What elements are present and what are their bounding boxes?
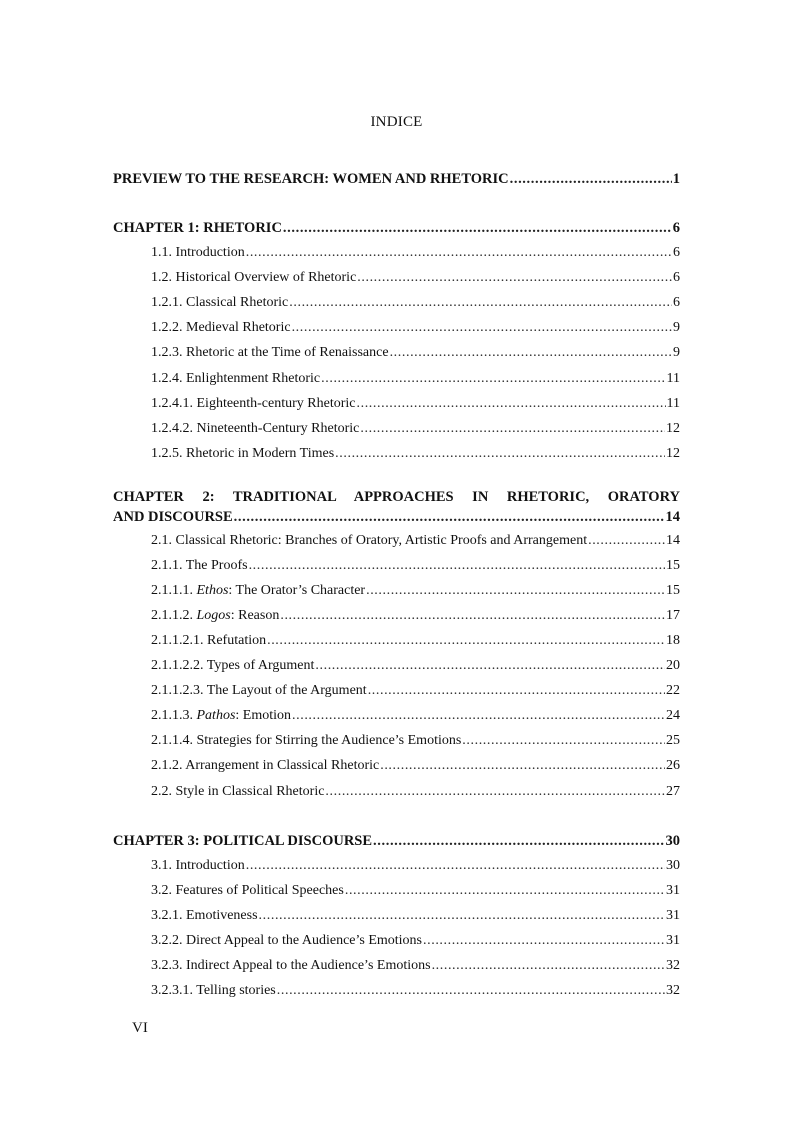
toc-page: 25 bbox=[666, 733, 680, 748]
toc-page: 17 bbox=[666, 608, 680, 623]
dot-leader bbox=[325, 782, 665, 802]
toc-entry[interactable] bbox=[151, 268, 680, 288]
toc-page: 11 bbox=[666, 371, 680, 386]
toc-entry[interactable] bbox=[151, 856, 680, 876]
dot-leader bbox=[234, 507, 665, 527]
toc-label: CHAPTER 1: RHETORIC bbox=[113, 220, 282, 236]
toc-label: 2.2. Style in Classical Rhetoric bbox=[151, 784, 325, 799]
toc-label: 3.1. Introduction bbox=[151, 858, 245, 873]
toc-entry[interactable] bbox=[151, 782, 680, 802]
toc-page: 15 bbox=[666, 583, 680, 598]
toc-entry[interactable] bbox=[151, 243, 680, 263]
toc-label: 3.2.2. Direct Appeal to the Audience’s Emotions bbox=[151, 933, 423, 948]
dot-leader bbox=[357, 394, 666, 414]
toc-entry[interactable] bbox=[151, 556, 680, 576]
toc-page: 9 bbox=[673, 320, 680, 335]
toc-page: 6 bbox=[673, 270, 680, 285]
toc-page: 20 bbox=[666, 658, 680, 673]
toc-entry[interactable] bbox=[151, 631, 680, 651]
toc-entry[interactable] bbox=[151, 444, 680, 464]
page-number: VI bbox=[132, 1020, 148, 1036]
toc-page: 14 bbox=[666, 533, 680, 548]
dot-leader bbox=[267, 631, 665, 651]
toc-entry[interactable] bbox=[151, 419, 680, 439]
toc-page: 31 bbox=[666, 883, 680, 898]
toc-label: 3.2.1. Emotiveness bbox=[151, 908, 258, 923]
toc-entry[interactable] bbox=[151, 906, 680, 926]
toc-page: 14 bbox=[665, 509, 680, 525]
toc-label: 2.1.2. Arrangement in Classical Rhetoric bbox=[151, 758, 380, 773]
page-title: INDICE bbox=[370, 114, 423, 130]
toc-entry[interactable] bbox=[151, 606, 680, 626]
toc-entry[interactable] bbox=[151, 531, 680, 551]
dot-leader bbox=[259, 906, 665, 926]
dot-leader bbox=[357, 268, 672, 288]
toc-page: 12 bbox=[666, 446, 680, 461]
toc-page: 6 bbox=[673, 295, 680, 310]
dot-leader bbox=[283, 218, 672, 238]
toc-entry-chapter-2-line-1[interactable]: CHAPTER 2: TRADITIONAL APPROACHES IN RHETORIC, ORATORY bbox=[113, 489, 680, 505]
toc-label: 1.2.3. Rhetoric at the Time of Renaissance bbox=[151, 345, 389, 360]
toc-entry[interactable] bbox=[151, 581, 680, 601]
toc-label: 3.2.3.1. Telling stories bbox=[151, 983, 276, 998]
toc-label: AND DISCOURSE bbox=[113, 509, 233, 525]
dot-leader bbox=[246, 243, 672, 263]
toc-page: 32 bbox=[666, 958, 680, 973]
toc-label: 1.2.2. Medieval Rhetoric bbox=[151, 320, 291, 335]
dot-leader bbox=[390, 343, 672, 363]
toc-entry[interactable] bbox=[151, 981, 680, 1001]
toc-page: 6 bbox=[672, 220, 680, 236]
toc-entry-chapter-1[interactable] bbox=[113, 218, 680, 238]
dot-leader bbox=[315, 656, 665, 676]
dot-leader bbox=[432, 956, 665, 976]
dot-leader bbox=[423, 931, 665, 951]
toc-entry[interactable] bbox=[151, 756, 680, 776]
toc-page: 26 bbox=[666, 758, 680, 773]
toc-entry[interactable] bbox=[151, 881, 680, 901]
toc-label: 1.2.4.2. Nineteenth-Century Rhetoric bbox=[151, 421, 360, 436]
toc-label: 2.1.1. The Proofs bbox=[151, 558, 248, 573]
dot-leader bbox=[588, 531, 665, 551]
dot-leader bbox=[292, 706, 665, 726]
toc-label: PREVIEW TO THE RESEARCH: WOMEN AND RHETORIC bbox=[113, 171, 509, 187]
toc-page: 11 bbox=[666, 396, 680, 411]
toc-page: 22 bbox=[666, 683, 680, 698]
toc-label: 1.2.1. Classical Rhetoric bbox=[151, 295, 289, 310]
toc-entry[interactable] bbox=[151, 318, 680, 338]
toc-label: 2.1.1.2. Logos: Reason bbox=[151, 608, 280, 623]
toc-label: 2.1.1.2.2. Types of Argument bbox=[151, 658, 315, 673]
dot-leader bbox=[321, 369, 665, 389]
toc-page: 24 bbox=[666, 708, 680, 723]
toc-page: 1 bbox=[672, 171, 680, 187]
dot-leader bbox=[289, 293, 672, 313]
toc-label: 1.2. Historical Overview of Rhetoric bbox=[151, 270, 357, 285]
dot-leader bbox=[246, 856, 665, 876]
toc-label: 3.2.3. Indirect Appeal to the Audience’s Emotions bbox=[151, 958, 431, 973]
toc-entry-preview[interactable] bbox=[113, 169, 680, 189]
dot-leader bbox=[373, 831, 664, 851]
toc-entry[interactable] bbox=[151, 706, 680, 726]
dot-leader bbox=[280, 606, 665, 626]
toc-label: 1.2.4.1. Eighteenth-century Rhetoric bbox=[151, 396, 356, 411]
toc-label: 2.1.1.3. Pathos: Emotion bbox=[151, 708, 292, 723]
toc-label: 2.1.1.1. Ethos: The Orator’s Character bbox=[151, 583, 366, 598]
toc-page: 30 bbox=[665, 833, 680, 849]
dot-leader bbox=[366, 581, 665, 601]
toc-entry[interactable] bbox=[151, 656, 680, 676]
toc-page: 32 bbox=[666, 983, 680, 998]
toc-entry[interactable] bbox=[151, 293, 680, 313]
toc-entry[interactable] bbox=[151, 956, 680, 976]
toc-entry[interactable] bbox=[151, 369, 680, 389]
toc-label: 1.2.5. Rhetoric in Modern Times bbox=[151, 446, 335, 461]
toc-page: 15 bbox=[666, 558, 680, 573]
toc-entry-chapter-2[interactable] bbox=[113, 507, 680, 527]
toc-entry[interactable] bbox=[151, 681, 680, 701]
toc-label: 1.2.4. Enlightenment Rhetoric bbox=[151, 371, 321, 386]
toc-page: 27 bbox=[666, 784, 680, 799]
toc-page: 12 bbox=[666, 421, 680, 436]
dot-leader bbox=[292, 318, 672, 338]
dot-leader bbox=[510, 169, 672, 189]
dot-leader bbox=[249, 556, 665, 576]
toc-entry[interactable] bbox=[151, 343, 680, 363]
toc-entry-chapter-3[interactable] bbox=[113, 831, 680, 851]
toc-label: 1.1. Introduction bbox=[151, 245, 245, 260]
toc-page: 9 bbox=[673, 345, 680, 360]
toc-page: 6 bbox=[673, 245, 680, 260]
toc-page: 30 bbox=[666, 858, 680, 873]
dot-leader bbox=[277, 981, 665, 1001]
toc-entry[interactable] bbox=[151, 731, 680, 751]
toc-label: 3.2. Features of Political Speeches bbox=[151, 883, 344, 898]
dot-leader bbox=[368, 681, 665, 701]
toc-page: 31 bbox=[666, 933, 680, 948]
dot-leader bbox=[335, 444, 665, 464]
dot-leader bbox=[345, 881, 665, 901]
toc-label: CHAPTER 3: POLITICAL DISCOURSE bbox=[113, 833, 373, 849]
dot-leader bbox=[462, 731, 665, 751]
toc-label: 2.1.1.2.1. Refutation bbox=[151, 633, 267, 648]
toc-label: 2.1. Classical Rhetoric: Branches of Oratory, Artistic Proofs and Arrangement bbox=[151, 533, 588, 548]
toc-page: 31 bbox=[666, 908, 680, 923]
toc-page: 18 bbox=[666, 633, 680, 648]
dot-leader bbox=[380, 756, 665, 776]
toc-label: 2.1.1.2.3. The Layout of the Argument bbox=[151, 683, 367, 698]
toc-entry[interactable] bbox=[151, 931, 680, 951]
dot-leader bbox=[360, 419, 665, 439]
toc-label: 2.1.1.4. Strategies for Stirring the Audience’s Emotions bbox=[151, 733, 462, 748]
toc-entry[interactable] bbox=[151, 394, 680, 414]
